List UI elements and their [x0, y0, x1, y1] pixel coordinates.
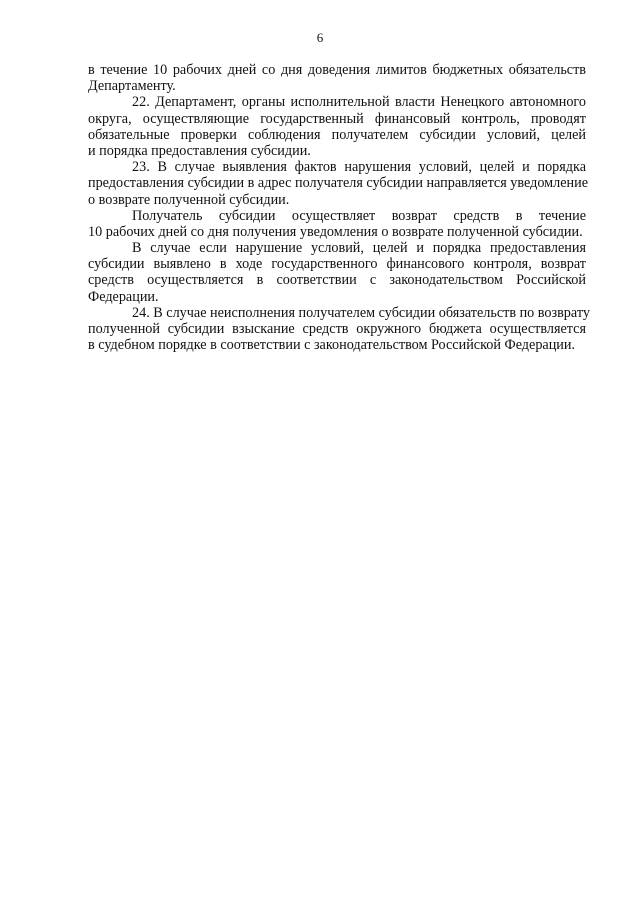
text-line: 10 рабочих дней со дня получения уведомления о возврате полученной субсидии. [88, 223, 583, 240]
paragraph [88, 208, 586, 240]
document-body [88, 62, 590, 354]
text-line: 24. В случае неисполнения получателем субсидии обязательств по возврату [132, 304, 590, 321]
text-line: в судебном порядке в соответствии с законодательством Российской Федерации. [88, 337, 576, 354]
text-line: предоставления субсидии в адрес получателя субсидии направляется уведомление [88, 175, 589, 192]
text-line: субсидии выявлено в ходе государственного финансового контроля, возврат [88, 256, 586, 273]
page-number: 6 [316, 30, 324, 45]
paragraph [88, 240, 586, 305]
text-line: Департаменту. [88, 78, 176, 95]
paragraph [88, 159, 589, 208]
paragraph [88, 94, 586, 159]
text-line: средств осуществляется в соответствии с законодательством Российской [88, 272, 586, 289]
text-line: о возврате полученной субсидии. [88, 191, 290, 208]
text-line: Федерации. [88, 288, 159, 305]
text-line: и порядка предоставления субсидии. [88, 142, 311, 159]
text-line: полученной субсидии взыскание средств окружного бюджета осуществляется [88, 321, 586, 337]
text-line: обязательные проверки соблюдения получателем субсидии условий, целей [88, 126, 586, 143]
text-line: округа, осуществляющие государственный финансовый контроль, проводят [88, 110, 586, 127]
paragraph [88, 304, 590, 354]
text-line: В случае если нарушение условий, целей и порядка предоставления [132, 240, 586, 257]
paragraph [88, 62, 586, 94]
text-line: в течение 10 рабочих дней со дня доведения лимитов бюджетных обязательств [88, 62, 586, 78]
text-line: 22. Департамент, органы исполнительной власти Ненецкого автономного [132, 94, 586, 111]
text-line: 23. В случае выявления фактов нарушения условий, целей и порядка [132, 159, 586, 176]
text-line: Получатель субсидии осуществляет возврат средств в течение [132, 207, 586, 224]
